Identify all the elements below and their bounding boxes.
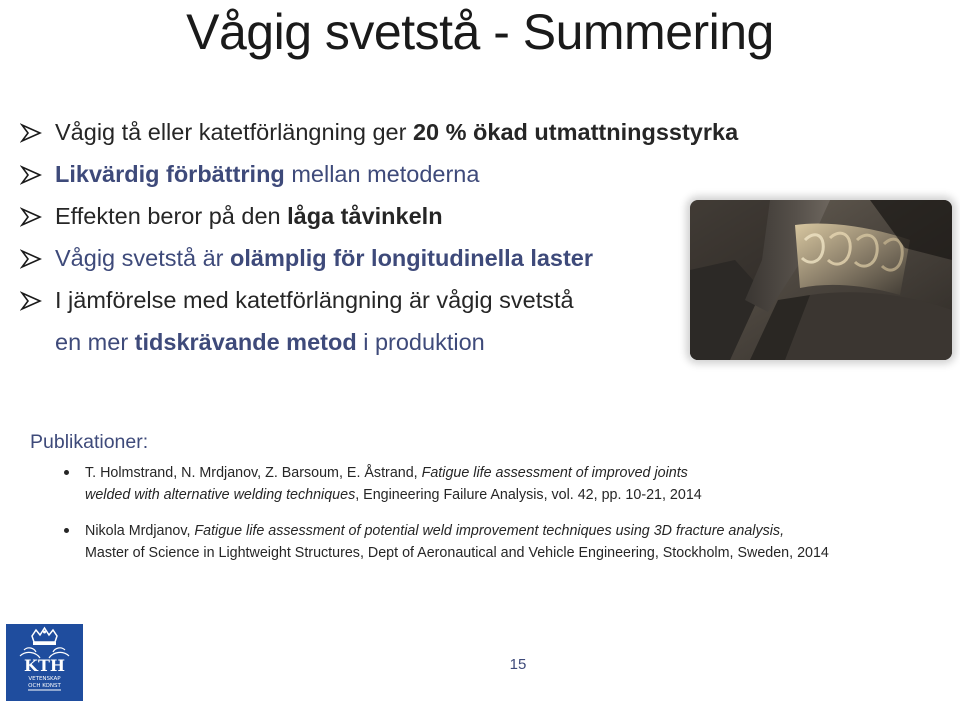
bullet-text: Effekten beror på den låga tåvinkeln <box>55 203 443 229</box>
slide-title: Vågig svetstå - Summering <box>186 4 774 60</box>
arrowhead-bullet-icon <box>20 206 42 228</box>
weld-photo <box>690 200 952 360</box>
summary-bullet-continuation <box>20 327 700 373</box>
dot-bullet-icon <box>64 470 69 475</box>
bullet-text: Vågig tå eller katetförlängning ger 20 % ökad utmattningsstyrka <box>55 119 739 145</box>
summary-bullet <box>20 285 700 327</box>
publications-heading: Publikationer: <box>30 431 149 453</box>
publication-line: welded with alternative welding techniques, Engineering Failure Analysis, vol. 42, pp. 10-21, 2014 <box>85 487 702 503</box>
bullet-text: Vågig svetstå är olämplig för longitudinella laster <box>55 245 594 271</box>
publication-line: Master of Science in Lightweight Structures, Dept of Aeronautical and Vehicle Engineering, Stockholm, Sweden, 2014 <box>85 545 829 561</box>
arrowhead-bullet-icon <box>20 122 42 144</box>
wavy-weld-toe-image <box>690 200 952 360</box>
dot-bullet-icon <box>64 528 69 533</box>
summary-bullet <box>20 243 700 285</box>
arrowhead-bullet-icon <box>20 248 42 270</box>
summary-bullet <box>20 201 700 243</box>
kth-crest-icon <box>6 624 83 701</box>
bullet-text: I jämförelse med katetförlängning är vågig svetstå <box>55 287 574 313</box>
page-number: 15 <box>509 656 527 673</box>
summary-bullet <box>20 117 739 159</box>
arrowhead-bullet-icon <box>20 290 42 312</box>
summary-bullet <box>20 159 700 201</box>
bullet-text: Likvärdig förbättring mellan metoderna <box>55 161 480 187</box>
publication-line: Nikola Mrdjanov, Fatigue life assessment of potential weld improvement techniques using 3D fracture analysis, <box>85 523 785 539</box>
publication-line: T. Holmstrand, N. Mrdjanov, Z. Barsoum, E. Åstrand, Fatigue life assessment of improved joints <box>85 465 688 481</box>
kth-logo <box>6 624 83 701</box>
bullet-text: en mer tidskrävande metod i produktion <box>55 329 485 355</box>
arrowhead-bullet-icon <box>20 164 42 186</box>
summary-bullet-list <box>20 117 739 373</box>
kth-logo-text: KTH <box>24 656 65 675</box>
kth-logo-subtext: OCH KONST <box>28 683 61 689</box>
kth-logo-subtext: VETENSKAP <box>28 676 61 682</box>
